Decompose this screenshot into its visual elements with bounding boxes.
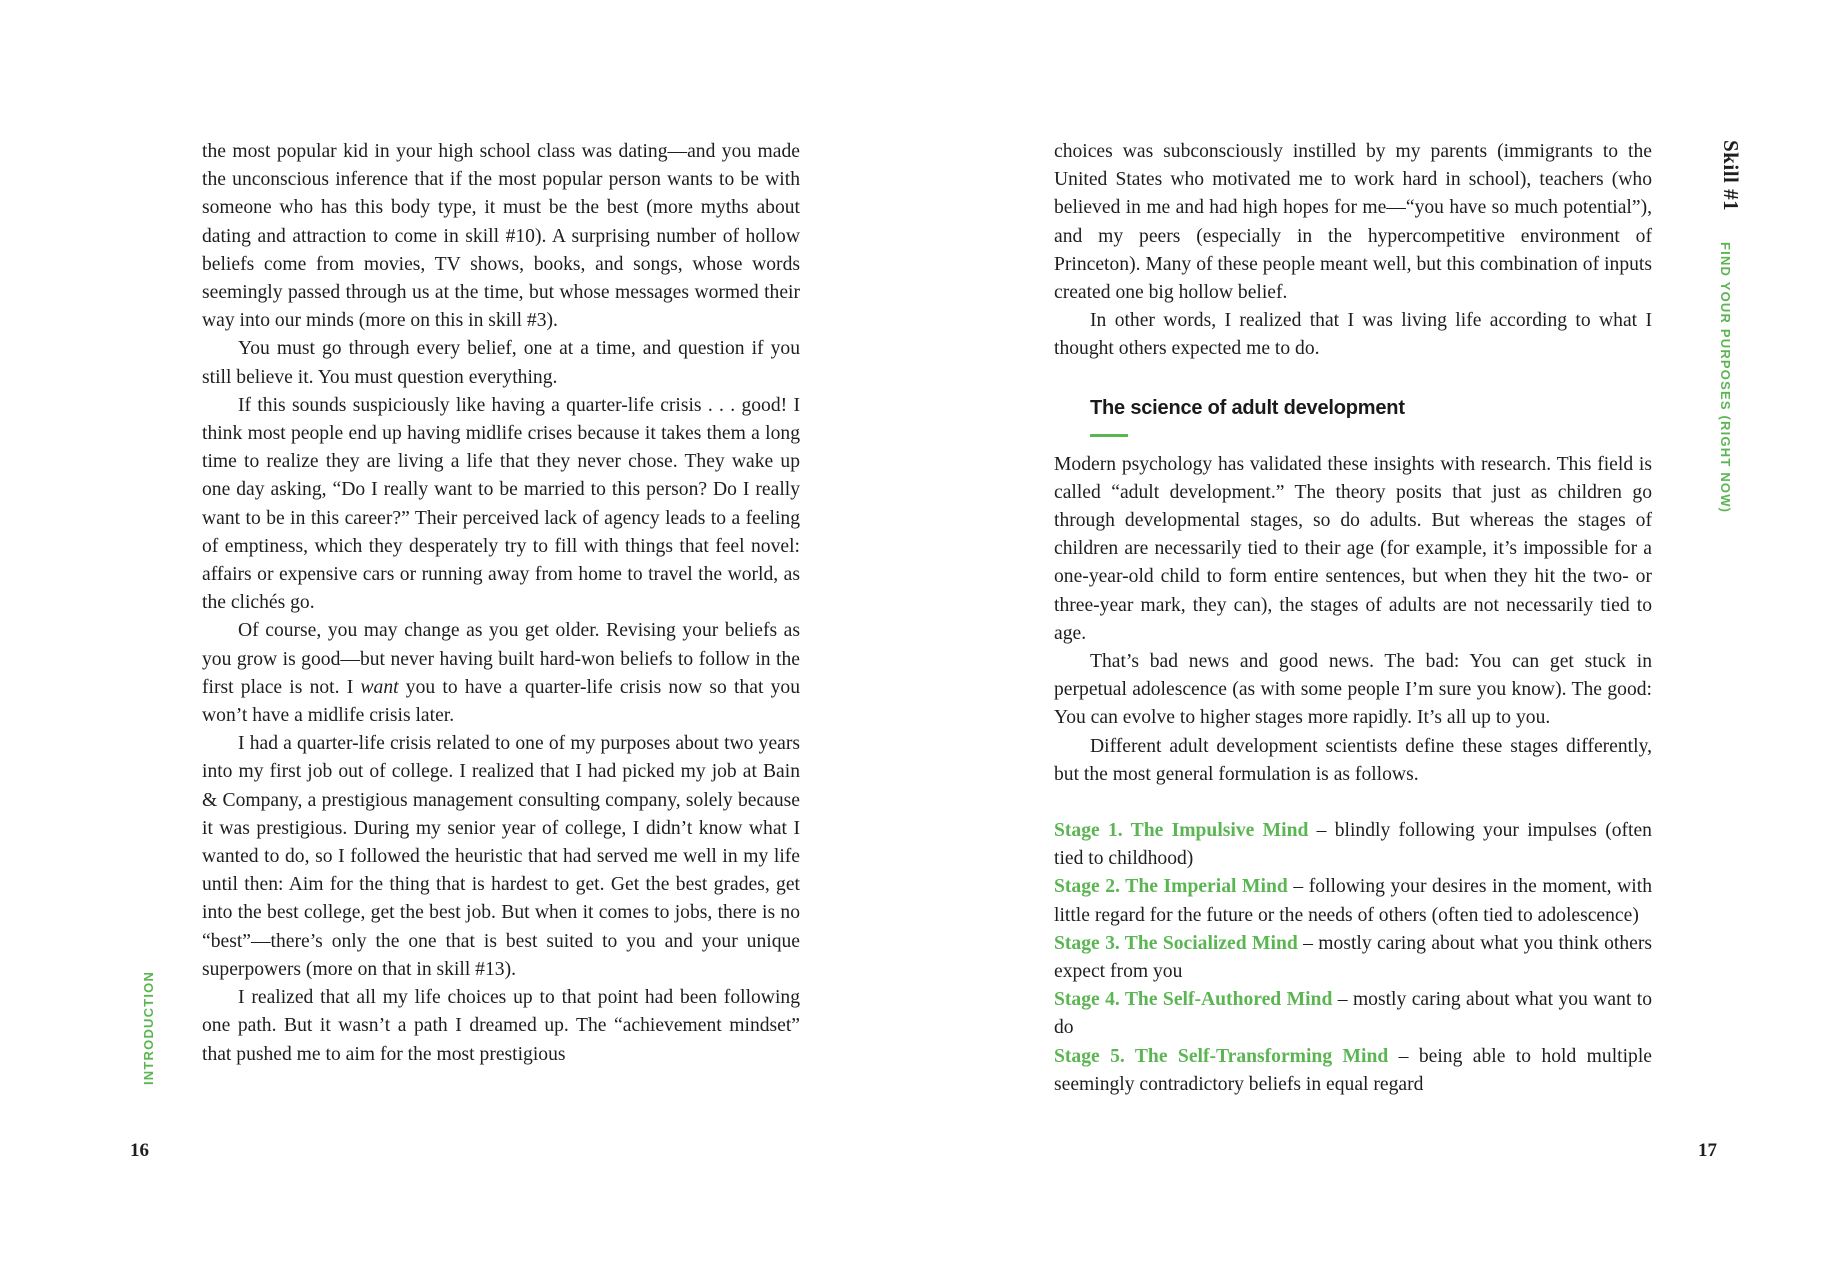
paragraph-text: you to have a quarter-life crisis now so that you won’t have a midlife crisis later. <box>202 676 800 727</box>
stage-item <box>1054 873 1652 929</box>
stage-label: Stage 2. The Imperial Mind <box>1054 876 1288 898</box>
emphasis-text: want <box>360 676 399 698</box>
stage-label: Stage 1. The Impulsive Mind <box>1054 820 1309 842</box>
stage-text: – mostly caring about what you think others expect from you <box>1054 932 1652 983</box>
left-page-body <box>202 138 800 1069</box>
chapter-label: Skill #1 <box>1719 140 1743 212</box>
section-heading: The science of adult development <box>1090 396 1405 419</box>
paragraph: the most popular kid in your high school class was dating—and you made the unconscious inference that if the most popular person wants to be with someone who has this body type, it must be the best (more myths about dating and attraction to come in skill #10). A surprising number of hollow beliefs come from movies, TV shows, books, and songs, whose words seemingly passed through us at the time, but whose messages wormed their way into our minds (more on this in skill #3). <box>202 141 800 332</box>
paragraph: In other words, I realized that I was living life according to what I thought others expected me to do. <box>1054 310 1652 360</box>
paragraph: If this sounds suspiciously like having a quarter-life crisis . . . good! I think most people end up having midlife crises because it takes them a long time to realize they are living a life that they never chose. They wake up one day asking, “Do I really want to be married to this person? Do I really want to be in this career?” Their perceived lack of agency leads to a feeling of emptiness, which they desperately try to fill with things that feel novel: affairs or expensive cars or running away from home to travel the world, as the clichés go. <box>202 394 800 614</box>
stage-text: – blindly following your impulses (often tied to childhood) <box>1054 820 1652 870</box>
paragraph: choices was subconsciously instilled by my parents (immigrants to the United States who motivated me to work hard in school), teachers (who believed in me and had high hopes for me—“you have so much potential”), and my peers (especially in the hypercompetitive environment of Princeton). Many of these people meant well, but this combination of inputs created one big hollow belief. <box>1054 141 1652 304</box>
stage-text: – being able to hold multiple seemingly contradictory beliefs in equal regard <box>1054 1045 1652 1095</box>
stage-item <box>1054 817 1652 873</box>
stage-label: Stage 3. The Socialized Mind <box>1054 932 1298 954</box>
paragraph: Different adult development scientists define these stages differently, but the most general formulation is as follows. <box>1054 735 1652 785</box>
heading-rule <box>1090 434 1128 437</box>
running-head-left: INTRODUCTION <box>141 970 156 1085</box>
page-number-left: 16 <box>130 1140 149 1161</box>
stage-item <box>1054 930 1652 986</box>
paragraph: I realized that all my life choices up to that point had been following one path. But it wasn’t a path I dreamed up. The “achievement mindset” that pushed me to aim for the most prestigious <box>202 987 800 1065</box>
stage-text: – mostly caring about what you want to do <box>1054 989 1652 1039</box>
paragraph: You must go through every belief, one at a time, and question if you still believe it. You must question everything. <box>202 338 800 388</box>
stage-item <box>1054 1043 1652 1099</box>
page-number-right: 17 <box>1698 1140 1717 1161</box>
paragraph-text: Of course, you may change as you get older. Revising your beliefs as you grow is good—but never having built hard-won beliefs to follow in the first place is not. I <box>202 620 800 698</box>
stage-label: Stage 5. The Self-Transforming Mind <box>1054 1045 1389 1067</box>
stage-text: – following your desires in the moment, with little regard for the future or the needs of others (often tied to adolescence) <box>1054 876 1652 926</box>
stage-label: Stage 4. The Self-Authored Mind <box>1054 989 1333 1011</box>
paragraph: Modern psychology has validated these insights with research. This field is called “adult development.” The theory posits that just as children go through developmental stages, so do adults. But whereas the stages of children are necessarily tied to their age (for example, it’s impossible for a one-year-old child to form entire sentences, but when they hit the two- or three-year mark, they can), the stages of adults are not necessarily tied to age. <box>1054 453 1652 644</box>
running-head-right: FIND YOUR PURPOSES (RIGHT NOW) <box>1718 242 1733 514</box>
right-page-body <box>1054 138 1652 1099</box>
stage-list <box>1054 817 1652 1099</box>
paragraph: That’s bad news and good news. The bad: You can get stuck in perpetual adolescence (as with some people I’m sure you know). The good: You can evolve to higher stages more rapidly. It’s all up to you. <box>1054 651 1652 729</box>
paragraph <box>202 617 800 730</box>
stage-item <box>1054 986 1652 1042</box>
paragraph: I had a quarter-life crisis related to one of my purposes about two years into my first job out of college. I realized that I had picked my job at Bain & Company, a prestigious management consulting company, solely because it was prestigious. During my senior year of college, I didn’t know what I wanted to do, so I followed the heuristic that had served me well in my life until then: Aim for the thing that is hardest to get. Get the best grades, get into the best college, get the best job. But when it comes to jobs, there is no “best”—there’s only the one that is best suited to you and your unique superpowers (more on that in skill #13). <box>202 733 800 980</box>
